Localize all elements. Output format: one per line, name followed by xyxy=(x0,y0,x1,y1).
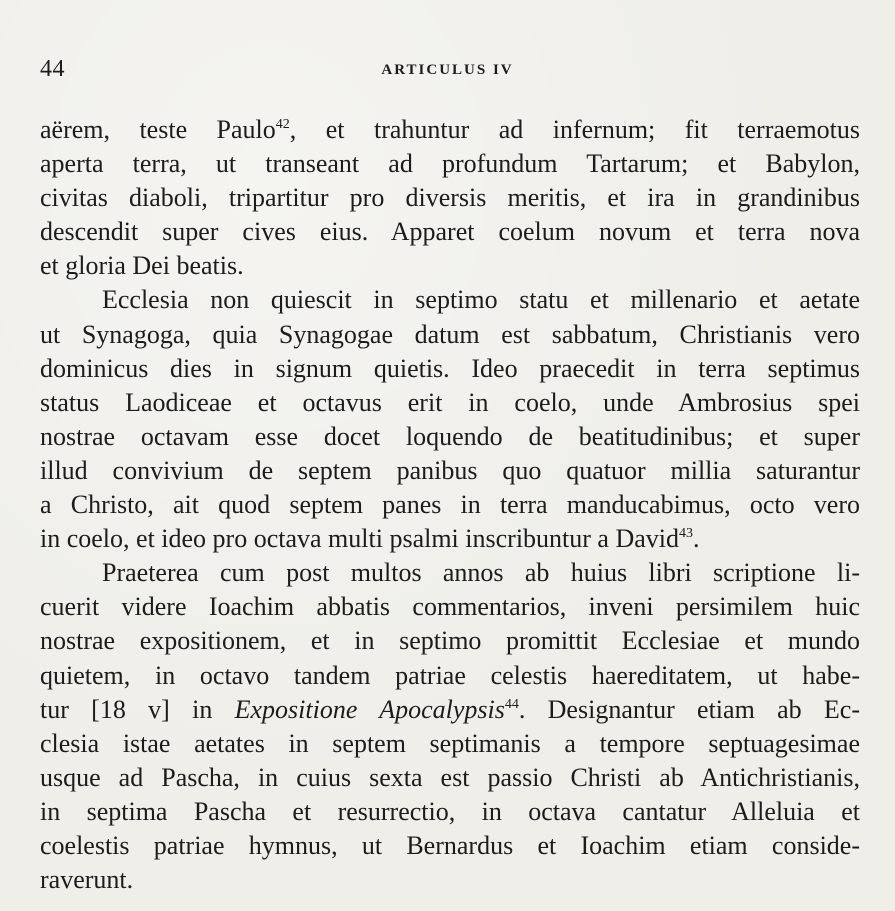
text-line: Ecclesia non quiescit in septimo statu et millenario et aetate xyxy=(102,285,860,315)
text-line: quietem, in octavo tandem patriae celestis haereditatem, ut habe- xyxy=(40,660,860,690)
text-line: in coelo, et ideo pro octava multi psalmi inscribuntur a David$^{43}$. xyxy=(40,524,700,554)
text-line: ut Synagoga, quia Synagogae datum est sabbatum, Christianis vero xyxy=(40,319,860,349)
footnote-ref: 42 xyxy=(275,117,290,132)
text-line: Praeterea cum post multos annos ab huius libri scriptione li- xyxy=(102,558,860,588)
body-text xyxy=(40,113,860,897)
text-line: et gloria Dei beatis. xyxy=(40,251,244,281)
text-line: cuerit videre Ioachim abbatis commentarios, inveni persimilem huic xyxy=(40,592,860,622)
text-line: aërem, teste Paulo$^{42}$, et trahuntur ad infernum; fit terraemotus xyxy=(40,115,861,144)
text-line: coelestis patriae hymnus, ut Bernardus et Ioachim etiam conside- xyxy=(40,830,860,860)
text-line: status Laodiceae et octavus erit in coelo, unde Ambrosius spei xyxy=(40,387,860,417)
text-line: illud convivium de septem panibus quo quatuor millia saturantur xyxy=(40,455,860,485)
text-line: a Christo, ait quod septem panes in terra manducabimus, octo vero xyxy=(40,490,860,520)
page-number: 44 xyxy=(40,56,65,82)
text-line: dominicus dies in signum quietis. Ideo praecedit in terra septimus xyxy=(40,353,860,383)
footnote-ref: 43 xyxy=(679,526,694,542)
italic-title: Expositione Apocalypsis xyxy=(234,694,505,724)
footnote-ref: 44 xyxy=(504,696,519,712)
running-head xyxy=(40,56,855,86)
text-line: in septima Pascha et resurrectio, in octava cantatur Alleluia et xyxy=(40,796,860,826)
text-line: aperta terra, ut transeant ad profundum Tartarum; et Babylon, xyxy=(40,149,860,179)
text-line: tur [18 v] in Expositione Apocalypsis$^{44}$. Designantur etiam ab Ec- xyxy=(40,694,861,724)
text-line: nostrae octavam esse docet loquendo de beatitudinibus; et super xyxy=(40,421,860,451)
text-line: descendit super cives eius. Apparet coelum novum et terra nova xyxy=(40,217,860,247)
text-line: nostrae expositionem, et in septimo promittit Ecclesiae et mundo xyxy=(40,626,860,656)
text-line: clesia istae aetates in septem septimanis a tempore septuagesimae xyxy=(40,728,860,758)
text-line: civitas diaboli, tripartitur pro diversis meritis, et ira in grandinibus xyxy=(40,183,860,213)
text-line: usque ad Pascha, in cuius sexta est passio Christi ab Antichristianis, xyxy=(40,762,860,792)
text-line: raverunt. xyxy=(40,865,134,895)
running-title: ARTICULUS IV xyxy=(381,62,514,78)
